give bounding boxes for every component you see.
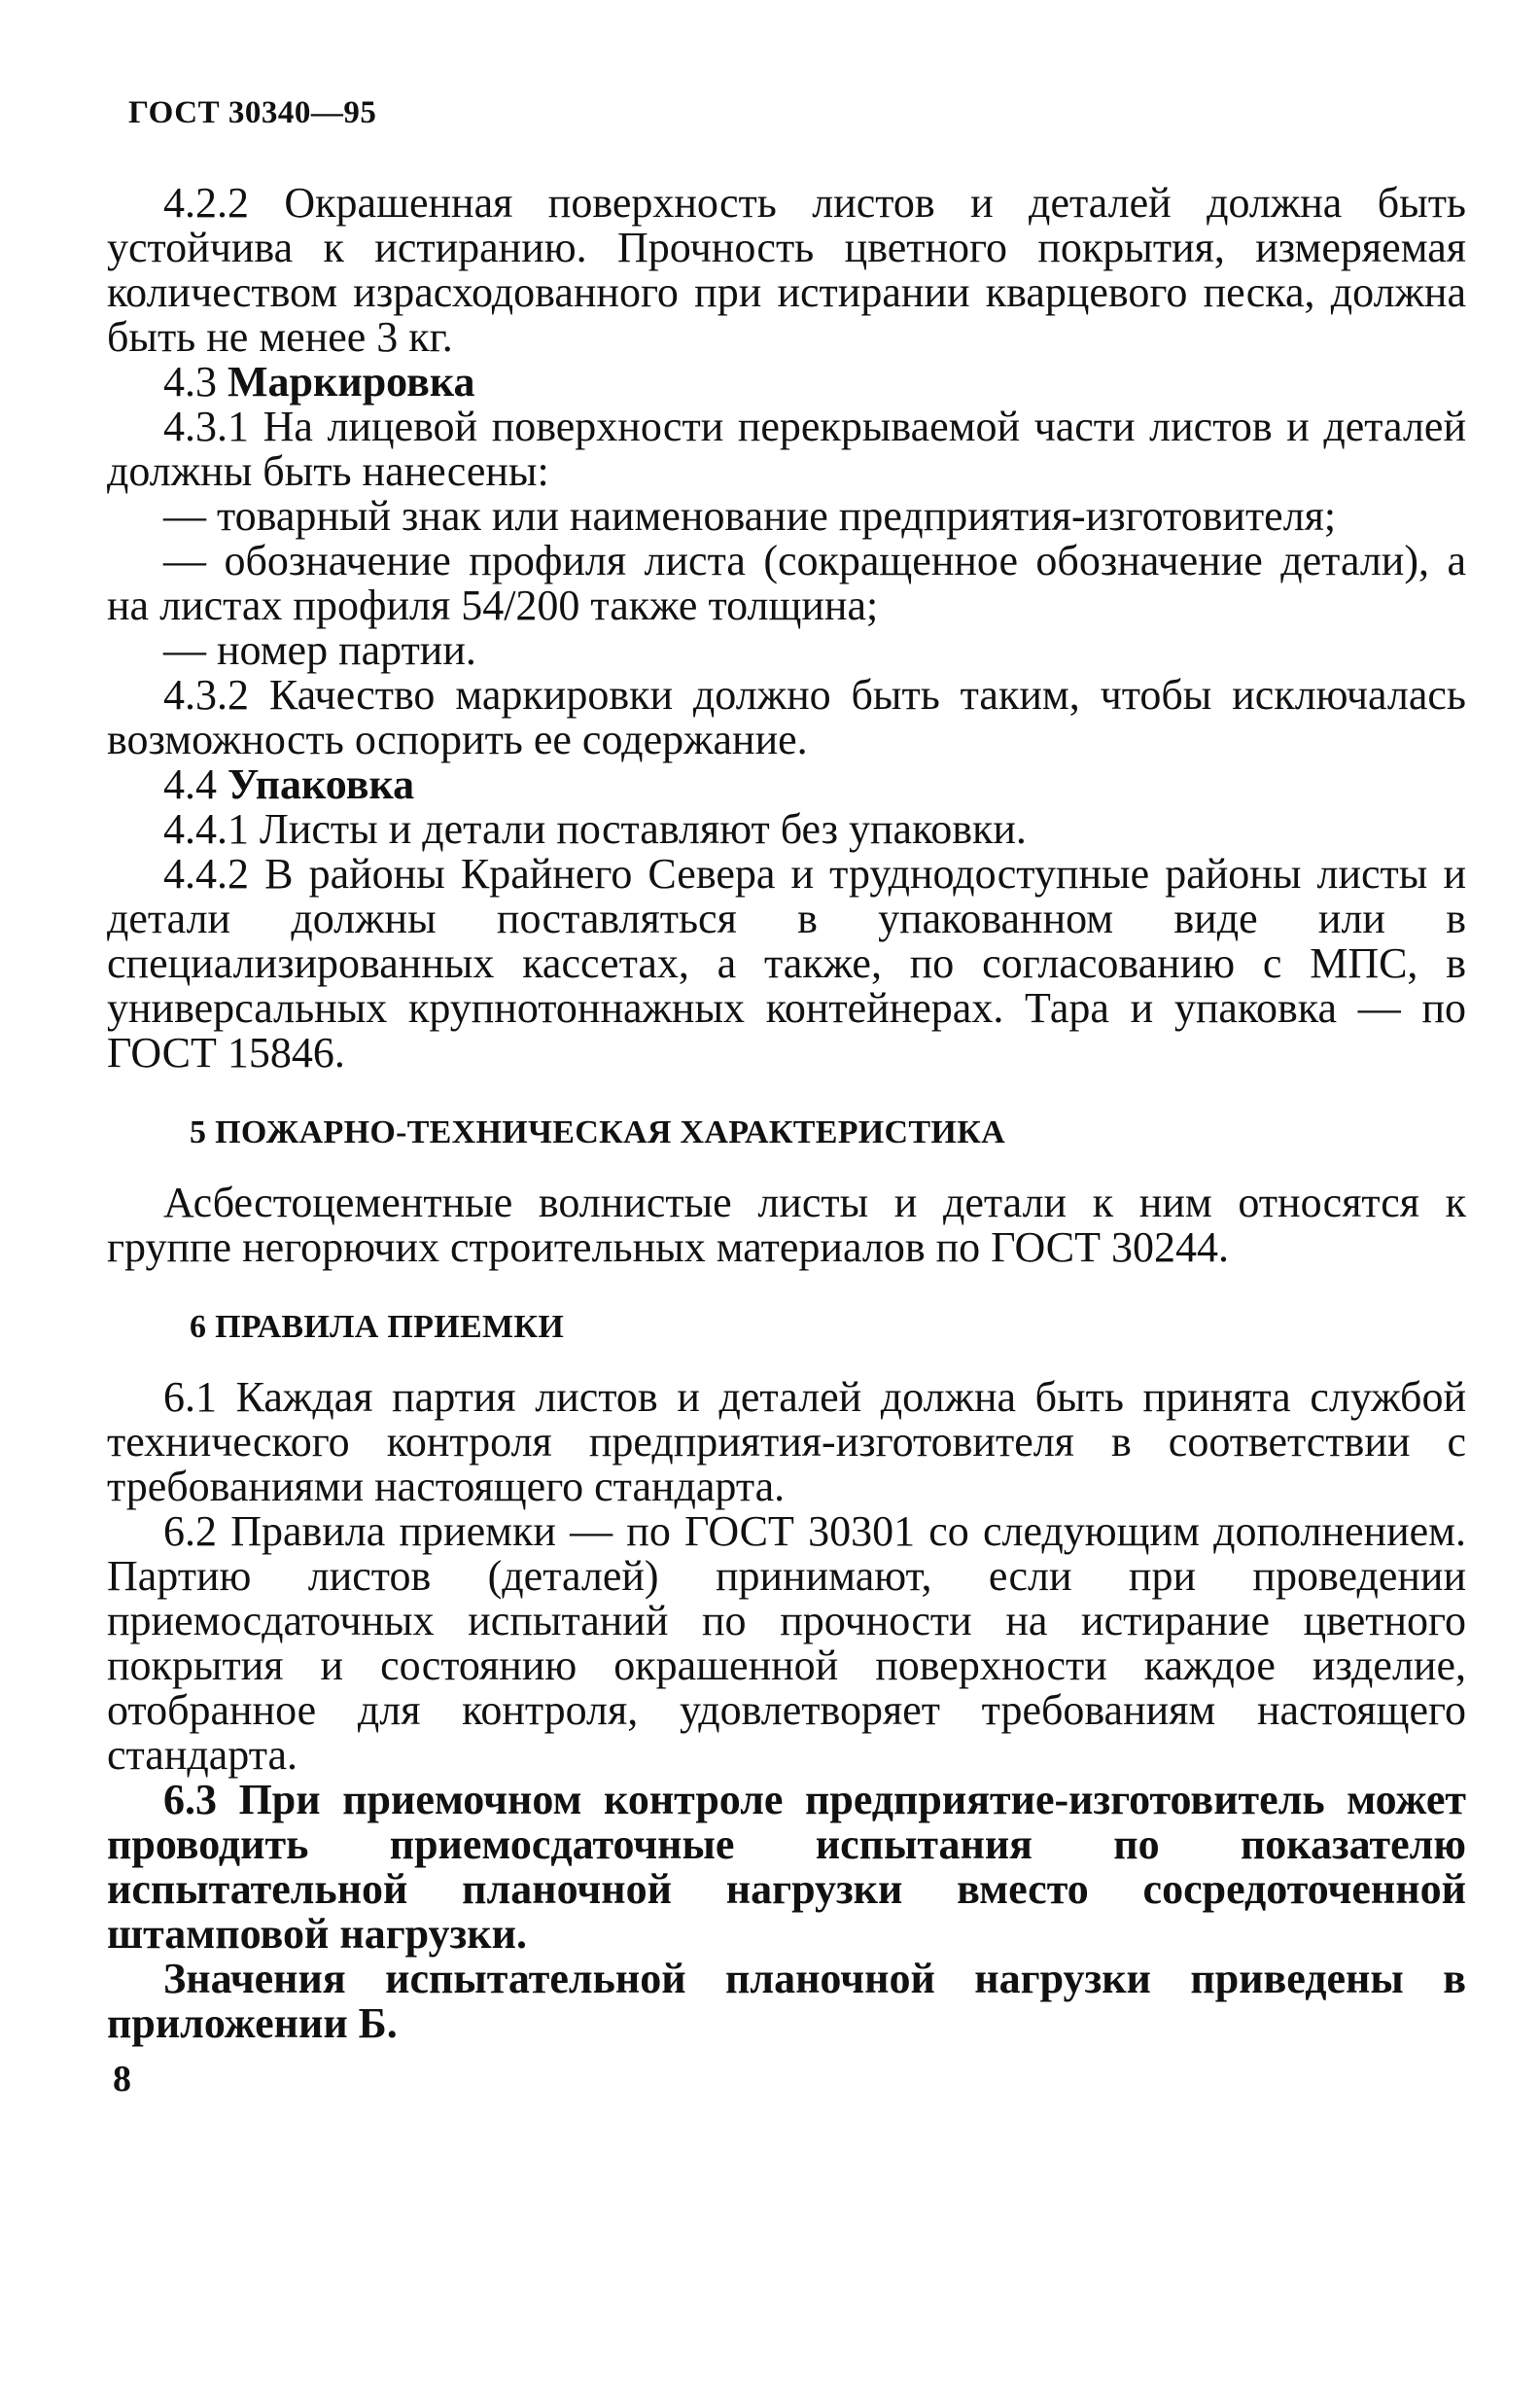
section-title-5: 5 ПОЖАРНО-ТЕХНИЧЕСКАЯ ХАРАКТЕРИСТИКА	[190, 1114, 1005, 1150]
list-item-dash: — товарный знак или наименование предприятия-изготовителя;	[163, 492, 1337, 540]
paragraph-section-5: Асбестоцементные волнистые листы и детали к ним относятся к группе негорючих строительных материалов по ГОСТ 30244.	[107, 1179, 1466, 1271]
list-item-dash: — номер партии.	[163, 626, 476, 674]
document-body	[107, 181, 1466, 2046]
section-title-6: 6 ПРАВИЛА ПРИЕМКИ	[190, 1309, 565, 1345]
paragraph-4-4-1: 4.4.1 Листы и детали поставляют без упаковки.	[163, 805, 1027, 853]
paragraph-4-2-2: 4.2.2 Окрашенная поверхность листов и деталей должна быть устойчива к истиранию. Прочность цветного покрытия, измеряемая количеством израсходованного при истирании кварцевого песка, должна быть не менее 3 кг.	[107, 179, 1466, 361]
paragraph-6-2: 6.2 Правила приемки — по ГОСТ 30301 со следующим дополнением. Партию листов (деталей) принимают, если при проведении приемосдаточных испытаний по прочности на истирание цветного покрытия и состоянию окрашенной поверхности каждое изделие, отобранное для контроля, удовлетворяет требованиям настоящего стандарта.	[107, 1507, 1466, 1779]
paragraph-6-1: 6.1 Каждая партия листов и деталей должна быть принята службой технического контроля предприятия-изготовителя в соответствии с требованиями настоящего стандарта.	[107, 1373, 1466, 1510]
subsection-heading-4-3	[107, 360, 1466, 405]
page-number: 8	[113, 2059, 131, 2100]
paragraph-4-3-1: 4.3.1 На лицевой поверхности перекрываемой части листов и деталей должны быть нанесены:	[107, 403, 1466, 495]
subsection-number: 4.4	[163, 760, 217, 808]
paragraph-4-4-2: 4.4.2 В районы Крайнего Севера и труднодоступные районы листы и детали должны поставляться в упакованном виде или в специализированных кассетах, а также, по согласованию с МПС, в универсальных крупнотоннажных контейнерах. Тара и упаковка — по ГОСТ 15846.	[107, 850, 1466, 1077]
list-item-dash: — обозначение профиля листа (сокращенное обозначение детали), а на листах профиля 54/200 также толщина;	[107, 537, 1466, 629]
subsection-number: 4.3	[163, 358, 217, 406]
paragraph-6-3: 6.3 При приемочном контроле предприятие-изготовитель может проводить приемосдаточные испытания по показателю испытательной планочной нагрузки вместо сосредоточенной штамповой нагрузки.	[107, 1776, 1466, 1958]
document-header: ГОСТ 30340—95	[128, 95, 377, 130]
paragraph-4-3-2: 4.3.2 Качество маркировки должно быть таким, чтобы исключалась возможность оспорить ее содержание.	[107, 671, 1466, 763]
paragraph-6-3-note: Значения испытательной планочной нагрузки приведены в приложении Б.	[107, 1955, 1466, 2047]
subsection-title: Маркировка	[228, 358, 475, 406]
subsection-title: Упаковка	[228, 760, 415, 808]
subsection-heading-4-4	[107, 762, 1466, 807]
